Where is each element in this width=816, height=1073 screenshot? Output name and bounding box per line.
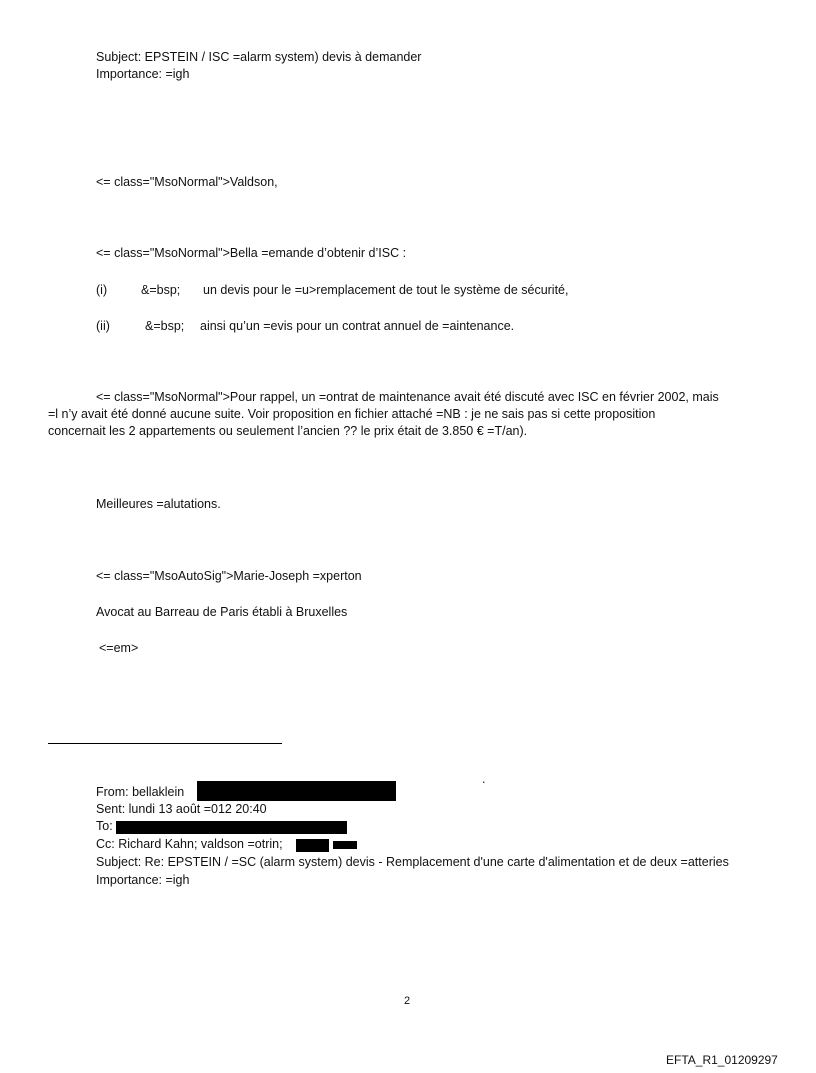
to-line: To: [96,819,113,833]
redaction-box [116,821,347,834]
stray-dot: . [482,772,486,786]
redaction-box [197,781,396,801]
redaction-box [333,841,357,849]
list-item-nbsp: &=bsp; [145,319,185,333]
paragraph-line: =l n’y avait été donné aucune suite. Voir proposition en fichier attaché =NB : je ne sais pas si cette proposition [48,407,656,421]
paragraph-line: <= class="MsoNormal">Pour rappel, un =ontrat de maintenance avait été discuté avec ISC en février 2002, mais [96,390,719,404]
list-item-text: ainsi qu’un =evis pour un contrat annuel de =aintenance. [200,319,515,333]
request-line: <= class="MsoNormal">Bella =emande d’obtenir d’ISC : [96,246,407,260]
separator-rule [48,743,282,744]
list-item-number: (i) [96,283,108,297]
subject-reply-line: Subject: Re: EPSTEIN / =SC (alarm system) devis - Remplacement d'une carte d'alimentation et de deux =atteries [96,855,729,869]
document-id: EFTA_R1_01209297 [666,1053,778,1067]
list-item-nbsp: &=bsp; [141,283,181,297]
from-line: From: bellaklein [96,785,185,799]
sent-line: Sent: lundi 13 août =012 20:40 [96,802,267,816]
greeting: <= class="MsoNormal">Valdson, [96,175,278,189]
importance-line: Importance: =igh [96,67,190,81]
signature-title: Avocat au Barreau de Paris établi à Bruxelles [96,605,348,619]
signature-name: <= class="MsoAutoSig">Marie-Joseph =xperton [96,569,362,583]
page-number: 2 [404,995,411,1007]
subject-line: Subject: EPSTEIN / ISC =alarm system) devis à demander [96,50,422,64]
signature-em-tag: <=em> [99,641,139,655]
list-item-text: un devis pour le =u>remplacement de tout le système de sécurité, [203,283,569,297]
importance-reply-line: Importance: =igh [96,873,190,887]
paragraph-line: concernait les 2 appartements ou seulement l’ancien ?? le prix était de 3.850 € =T/an). [48,424,528,438]
redaction-box [296,839,329,852]
cc-line: Cc: Richard Kahn; valdson =otrin; [96,837,283,851]
list-item-number: (ii) [96,319,110,333]
closing: Meilleures =alutations. [96,497,221,511]
